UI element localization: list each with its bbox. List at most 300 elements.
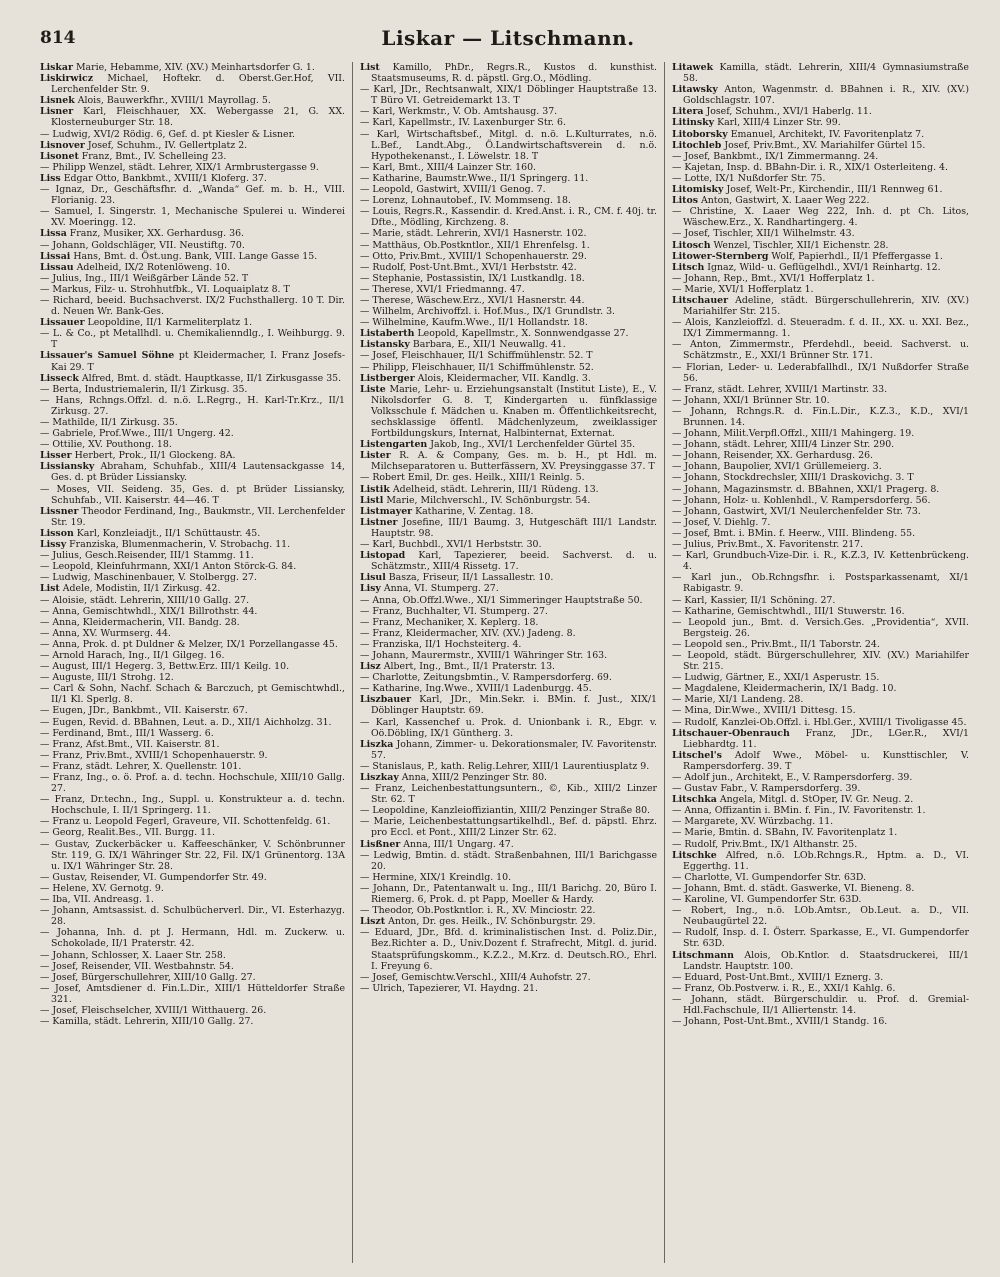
directory-entry [672, 273, 969, 284]
directory-entry [672, 129, 969, 140]
entry-surname: Lissner [40, 505, 79, 517]
directory-entry [360, 117, 657, 128]
directory-entry [672, 983, 969, 994]
entry-details: — Karl jun., Ob.Rchngsfhr. i. Postsparkassenamt, XI/1 Rabigastr. 9. [672, 572, 969, 595]
directory-entry [672, 84, 969, 106]
entry-details: — Johanna, Inh. d. pt J. Hermann, Hdl. m. Zuckerw. u. Schokolade, II/1 Praterstr. 42. [40, 927, 345, 950]
entry-details: — Johann, Amtsassist. d. Schulbücherverl. Dir., VI. Esterhazyg. 28. [40, 905, 345, 928]
directory-entry [360, 240, 657, 251]
directory-entry [672, 162, 969, 173]
entry-details: Franz, Musiker, XX. Gerhardusg. 36. [69, 228, 245, 240]
entry-details: — Franz, Priv.Bmt., XVIII/1 Schopenhauerstr. 9. [40, 749, 268, 761]
directory-entry [40, 750, 345, 761]
directory-entry [672, 905, 969, 927]
directory-entry [360, 639, 657, 650]
directory-entry [360, 572, 657, 583]
entry-details: — Franz u. Leopold Fegerl, Graveure, VII. Schottenfeldg. 61. [40, 816, 331, 828]
entry-details: Jakob, Ing., XVI/1 Lerchenfelder Gürtel 35. [430, 439, 636, 451]
entry-details: — Karl, Bmt., XIII/4 Lainzer Str. 160. [360, 161, 537, 173]
entry-details: Alois, Bauwerkfhr., XVIII/1 Mayrollag. 5. [77, 95, 271, 107]
entry-details: — Lotte, IX/1 Nußdorfer Str. 75. [672, 172, 826, 184]
directory-entry [672, 106, 969, 117]
directory-entry [40, 872, 345, 883]
directory-entry [360, 839, 657, 850]
directory-entry [360, 883, 657, 905]
entry-details: — Auguste, III/1 Strohg. 12. [40, 672, 174, 684]
entry-details: Adele, Modistin, II/1 Zirkusg. 42. [62, 583, 221, 595]
directory-entry [360, 517, 657, 539]
entry-details: — Johann, Magazinsmstr. d. BBahnen, XXI/1 Pragerg. 8. [672, 483, 940, 495]
entry-details: Marie, Milchverschl., IV. Schönburgstr. 54. [386, 494, 591, 506]
directory-entry [672, 339, 969, 361]
directory-entry [672, 705, 969, 716]
entry-details: Hans, Bmt. d. Öst.ung. Bank, VIII. Lange Gasse 15. [73, 250, 318, 262]
entry-surname: Liszbauer [360, 694, 412, 706]
entry-surname: Litomisky [672, 184, 724, 196]
entry-details: — Johann, Maurermstr., XVIII/1 Währinger Str. 163. [360, 649, 608, 661]
directory-entry [360, 805, 657, 816]
directory-entry [360, 650, 657, 661]
directory-entry [672, 683, 969, 694]
entry-surname: Listl [360, 494, 384, 506]
directory-entry [360, 84, 657, 106]
entry-details: — Florian, Leder- u. Lederabfallhdl., IX/1 Nußdorfer Straße 56. [672, 361, 969, 384]
entry-details: — Eduard, JDr., Bfd. d. kriminalistischen Inst. d. Poliz.Dir., Bez.Richter a. D., Univ.Dozent f. Strafrecht, Mitgl. d. jurid. Staatsprüfungskomm., K.Z.2., M.Krz. d. Deutsch.RO., Ehrl. I. Freyung 6. [360, 927, 657, 972]
entry-surname: Litower-Sternberg [672, 250, 769, 262]
directory-entry [40, 705, 345, 716]
entry-surname: Lissai [40, 250, 71, 262]
directory-entry [672, 872, 969, 883]
directory-entry [40, 350, 345, 372]
entry-surname: Lister [360, 450, 391, 462]
directory-entry [40, 1005, 345, 1016]
entry-details: — Richard, beeid. Buchsachverst. IX/2 Fuchsthallerg. 10 T. Dir. d. Neuen Wr. Bank-Ges. [40, 294, 345, 318]
entry-surname: Lisßner [360, 838, 401, 850]
entry-details: — Robert Emil, Dr. ges. Heilk., XIII/1 Reinlg. 5. [360, 472, 585, 484]
entry-surname: Listaberth [360, 328, 415, 340]
directory-entry [40, 62, 345, 73]
directory-entry [40, 428, 345, 439]
entry-details: — Marie, städt. Lehrerin, XVI/1 Hasnerstr. 102. [360, 228, 587, 240]
entry-details: — Gustav Fabr., V. Rampersdorferg. 39. [672, 783, 861, 795]
directory-entry [40, 550, 345, 561]
entry-surname: Liszkay [360, 772, 399, 783]
entry-details: — Katharine, Ing.Wwe., XVIII/1 Ladenburgg. 45. [360, 683, 592, 695]
entry-details: Anton, Gastwirt, X. Laaer Weg 222. [701, 195, 870, 207]
entry-surname: List [40, 583, 60, 595]
entry-details: — Charlotte, Zeitungsbmtin., V. Rampersdorferg. 69. [360, 672, 612, 684]
entry-details: — Wilhelmine, Kaufm.Wwe., II/1 Hollandstr. 18. [360, 317, 588, 329]
entry-details: Johann, Zimmer- u. Dekorationsmaler, IV. Favoritenstr. 57. [371, 738, 657, 761]
directory-entry [40, 661, 345, 672]
directory-entry [40, 961, 345, 972]
entry-details: — Franz, Buchhalter, VI. Stumperg. 27. [360, 605, 548, 617]
directory-entry [672, 140, 969, 151]
entry-details: — Charlotte, VI. Gumpendorfer Str. 63D. [672, 871, 867, 883]
entry-details: Wolf, Papierhdl., II/1 Pfeffergasse 1. [771, 250, 943, 262]
directory-column-2 [352, 62, 664, 1263]
directory-entry [672, 206, 969, 228]
entry-details: Theodor Ferdinand, Ing., Baukmstr., VII. Lerchenfelder Str. 19. [51, 505, 345, 528]
entry-details: — Louis, Regrs.R., Kassendir. d. Kred.Anst. i. R., CM. f. 40j. tr. Dfte., Mödling, Kirchzeng. 8. [360, 206, 657, 229]
directory-entry [360, 273, 657, 284]
entry-details: — Johann, Post-Unt.Bmt., XVIII/1 Standg. 16. [672, 1016, 888, 1028]
entry-details: — Johann, Stockdrechsler, XIII/1 Draskovichg. 3. T [672, 472, 914, 484]
directory-entry [672, 950, 969, 972]
directory-entry [40, 672, 345, 683]
directory-entry [360, 184, 657, 195]
entry-details: — Franz, Kleidermacher, XIV. (XV.) Jadeng. 8. [360, 627, 576, 639]
entry-surname: Litera [672, 106, 704, 118]
entry-details: — Karl, Kassenchef u. Prok. d. Unionbank i. R., Ebgr. v. Oö.Döbling, IX/1 Güntherg. 3. [360, 716, 657, 739]
directory-entry [40, 228, 345, 239]
entry-details: — Helene, XV. Gernotg. 9. [40, 882, 164, 894]
directory-entry [360, 129, 657, 162]
entry-details: — Samuel, I. Singerstr. 1, Mechanische Spulerei u. Winderei XV. Moeringg. 12. [40, 206, 345, 229]
entry-surname: Litschka [672, 794, 717, 806]
directory-entry [40, 650, 345, 661]
entry-details: — Johann, XXI/1 Brünner Str. 10. [672, 394, 830, 406]
directory-entry [672, 284, 969, 295]
entry-surname: Liszka [360, 738, 394, 750]
directory-entry [40, 262, 345, 273]
directory-entry [40, 484, 345, 506]
directory-entry [360, 694, 657, 716]
entry-details: Alois, Ob.Kntlor. d. Staatsdruckerei, III/1 Landstr. Hauptstr. 100. [683, 949, 970, 972]
directory-entry [360, 284, 657, 295]
entry-details: — Hans, Rchngs.Offzl. d. n.ö. L.Regrg., H. Karl-Tr.Krz., II/1 Zirkusg. 27. [40, 394, 345, 417]
page-header [40, 24, 976, 54]
entry-details: Basza, Friseur, II/1 Lassallestr. 10. [388, 572, 554, 584]
entry-surname: Litschel's [672, 749, 722, 761]
directory-entry [360, 761, 657, 772]
entry-details: pt Kleidermacher, I. Franz Josefs-Kai 29. T [51, 350, 345, 373]
entry-surname: Lisul [360, 572, 386, 584]
directory-entry [360, 384, 657, 439]
entry-details: — Gustav, Reisender, VI. Gumpendorfer Str. 49. [40, 871, 267, 883]
entry-details: — Johann, Rep., Bmt., XVI/1 Hofferplatz 1. [672, 272, 875, 284]
directory-entry [672, 894, 969, 905]
entry-details: — Aloisie, städt. Lehrerin, XIII/10 Gallg. 27. [40, 594, 250, 606]
entry-details: Adolf Wwe., Möbel- u. Kunsttischler, V. Rampersdorferg. 39. T [683, 749, 969, 772]
entry-details: Edgar Otto, Bankbmt., XVIII/1 Kloferg. 37. [63, 172, 267, 184]
entry-surname: Lissau [40, 261, 74, 273]
entry-details: — Josef, V. Diehlg. 7. [672, 516, 771, 528]
entry-details: Anton, Wagenmstr. d. BBahnen i. R., XIV. (XV.) Goldschlagstr. 107. [683, 84, 969, 107]
entry-details: — Anna, Gemischtwhdl., XIX/1 Billrothstr. 44. [40, 605, 258, 617]
entry-details: Josef, Welt-Pr., Kirchendir., III/1 Rennweg 61. [726, 184, 943, 196]
directory-entry [360, 506, 657, 517]
entry-details: — Moses, VII. Seideng. 35, Ges. d. pt Brüder Lissiansky, Schuhfab., VII. Kaiserstr. 44—46. T [40, 483, 345, 506]
directory-entry [40, 617, 345, 628]
directory-entry [40, 894, 345, 905]
directory-entry [672, 883, 969, 894]
directory-entry [672, 550, 969, 572]
entry-surname: Litsch [672, 261, 705, 273]
directory-entry [672, 184, 969, 195]
entry-surname: Lisner [40, 106, 74, 118]
entry-details: Josefine, III/1 Baumg. 3, Hutgeschäft III/1 Landstr. Hauptstr. 98. [371, 516, 657, 539]
directory-entry [672, 827, 969, 838]
entry-details: — Josef, Bankbmt., IX/1 Zimmermanng. 24. [672, 150, 879, 162]
entry-details: — Magdalene, Kleidermacherin, IX/1 Badg. 10. [672, 683, 897, 695]
entry-surname: Litochleb [672, 139, 722, 151]
directory-entry [40, 927, 345, 949]
directory-entry [672, 240, 969, 251]
directory-entry [40, 839, 345, 872]
directory-entry [672, 606, 969, 617]
directory-entry [40, 284, 345, 295]
directory-entry [40, 905, 345, 927]
entry-details: Josef, Schuhm., IV. Gellertplatz 2. [87, 139, 248, 151]
entry-details: — Philipp Wenzel, städt. Lehrer, XIX/1 Armbrustergasse 9. [40, 161, 319, 173]
directory-entry [360, 62, 657, 84]
directory-entry [672, 395, 969, 406]
entry-details: — Franz, Ing., o. ö. Prof. a. d. techn. Hochschule, XIII/10 Gallg. 27. [40, 772, 345, 795]
directory-entry [40, 1016, 345, 1027]
directory-entry [40, 95, 345, 106]
entry-details: — Therese, XVI/1 Friedmanng. 47. [360, 283, 525, 295]
directory-entry [40, 772, 345, 794]
directory-entry [360, 783, 657, 805]
entry-details: — Leopoldine, Kanzleioffiziantin, XIII/2 Penzinger Straße 80. [360, 805, 651, 817]
directory-entry [672, 794, 969, 805]
entry-details: Adelheid, städt. Lehrerin, III/1 Rüdeng. 13. [392, 483, 599, 495]
entry-details: — Josef, Fleischselcher, XVIII/1 Witthauerg. 26. [40, 1004, 267, 1016]
entry-details: — Mathilde, II/1 Zirkusg. 35. [40, 417, 178, 428]
directory-entry [40, 794, 345, 816]
entry-details: Franz, Bmt., IV. Schelleing 23. [81, 150, 227, 162]
entry-details: — Therese, Wäschew.Erz., XVI/1 Hasnerstr. 44. [360, 294, 585, 306]
entry-details: Barbara, E., XII/1 Neuwallg. 41. [412, 339, 566, 351]
directory-entry [360, 672, 657, 683]
entry-surname: List [360, 62, 380, 73]
entry-surname: Listmayer [360, 505, 413, 517]
entry-details: — Karl, Buchbdl., XVI/1 Herbststr. 30. [360, 539, 542, 551]
directory-entry [40, 273, 345, 284]
entry-details: — Rudolf, Insp. d. I. Österr. Sparkasse, E., VI. Gumpendorfer Str. 63D. [672, 927, 969, 950]
entry-details: — Franz, Ob.Postverw. i. R., E., XXI/1 Kahlg. 6. [672, 982, 896, 994]
entry-surname: Lisonet [40, 150, 79, 162]
entry-surname: Liste [360, 383, 386, 395]
entry-details: Katharine, V. Zentag. 18. [415, 505, 534, 517]
entry-details: — Otto, Priv.Bmt., XVIII/1 Schopenhauerstr. 29. [360, 250, 587, 262]
entry-details: — Josef, Bürgerschullehrer, XIII/10 Gallg. 27. [40, 971, 256, 983]
entry-details: Anton, Dr. ges. Heilk., IV. Schönburgstr. 29. [388, 916, 596, 928]
directory-entry [360, 350, 657, 361]
entry-details: — Johann, Bmt. d. städt. Gaswerke, VI. Bieneng. 8. [672, 882, 915, 894]
directory-entry [360, 295, 657, 306]
entry-details: Josef, Schuhm., XVI/1 Haberlg. 11. [706, 106, 872, 118]
directory-entry [360, 872, 657, 883]
entry-details: — Franz, städt. Lehrer, XVIII/1 Martinstr. 33. [672, 383, 888, 395]
directory-entry [40, 295, 345, 317]
entry-details: Karl, XIII/4 Linzer Str. 99. [717, 117, 841, 129]
entry-details: — Eugen, JDr., Bankbmt., VII. Kaiserstr. 67. [40, 705, 248, 717]
directory-entry [40, 972, 345, 983]
entry-surname: Litschke [672, 849, 717, 861]
entry-details: Abraham, Schuhfab., XIII/4 Lautensackgasse 14, Ges. d. pt Brüder Lissiansky. [51, 461, 346, 484]
directory-entry [360, 472, 657, 483]
entry-details: — Karl, Kassier, II/1 Schöning. 27. [672, 594, 836, 606]
entry-details: — Johann, Holz- u. Kohlenhdl., V. Rampersdorferg. 56. [672, 494, 931, 506]
directory-entry [360, 628, 657, 639]
entry-details: — Gustav, Zuckerbäcker u. Kaffeeschänker, V. Schönbrunner Str. 119, G. IX/1 Währinger Str. 22, Fil. IX/1 Grünentorg. 13A u. IX/1 Währinger Str. 28. [40, 838, 345, 872]
entry-surname: Litawek [672, 62, 714, 73]
directory-entry [40, 595, 345, 606]
entry-details: — Johann, Reisender, XX. Gerhardusg. 26. [672, 450, 874, 462]
directory-entry [40, 162, 345, 173]
entry-details: — Georg, Realit.Bes., VII. Burgg. 11. [40, 827, 216, 839]
entry-surname: Litschmann [672, 949, 734, 961]
entry-details: — Markus, Filz- u. Strohhutfbk., VI. Loquaiplatz 8. T [40, 283, 290, 295]
directory-entry [672, 750, 969, 772]
entry-details: — Anna, XV. Wurmserg. 44. [40, 627, 171, 639]
entry-details: — Johann, Goldschläger, VII. Neustiftg. 70. [40, 239, 245, 251]
directory-entry [40, 140, 345, 151]
entry-details: Anna, III/1 Ungarg. 47. [403, 838, 514, 850]
directory-entry [40, 373, 345, 384]
directory-entry [672, 173, 969, 184]
entry-details: — Leopold, Kleinfuhrmann, XXI/1 Anton Störck-G. 84. [40, 561, 297, 573]
directory-entry [40, 761, 345, 772]
directory-entry [40, 173, 345, 184]
directory-entry [360, 550, 657, 572]
entry-details: — Johann, Baupolier, XVI/1 Grüllemeierg. 3. [672, 461, 882, 473]
entry-details: Marie, Hebamme, XIV. (XV.) Meinhartsdorfer G. 1. [75, 62, 315, 73]
entry-details: Emanuel, Architekt, IV. Favoritenplatz 7. [730, 128, 925, 140]
entry-surname: Lisson [40, 527, 74, 539]
directory-entry [360, 173, 657, 184]
directory-entry [40, 683, 345, 705]
entry-details: Anna, XIII/2 Penzinger Str. 80. [401, 772, 548, 783]
running-head: Liskar — Litschmann. [381, 26, 635, 50]
entry-details: — Rudolf, Priv.Bmt., IX/1 Althanstr. 25. [672, 838, 858, 850]
directory-entry [672, 694, 969, 705]
entry-details: — Kajetan, Insp. d. BBahn-Dir. i. R., XIX/1 Osterleiteng. 4. [672, 161, 948, 173]
directory-entry [40, 184, 345, 206]
entry-details: — August, III/1 Hegerg. 3, Bettw.Erz. III/1 Keilg. 10. [40, 661, 290, 673]
entry-surname: Liskirwicz [40, 73, 94, 85]
entry-details: — Robert, Ing., n.ö. LOb.Amtsr., Ob.Leut. a. D., VII. Neubaugürtel 22. [672, 905, 969, 928]
entry-surname: Litos [672, 195, 699, 207]
entry-details: — Franz, Dr.techn., Ing., Suppl. u. Konstrukteur a. d. techn. Hochschule, I. II/1 Springerg. 11. [40, 794, 345, 817]
directory-entry [360, 927, 657, 971]
directory-entry [40, 628, 345, 639]
entry-details: — Rudolf, Post-Unt.Bmt., XVI/1 Herbststr. 42. [360, 261, 577, 273]
entry-surname: Litschauer-Obenrauch [672, 727, 790, 739]
entry-details: — Franziska, II/1 Hochsteiterg. 4. [360, 638, 522, 650]
entry-details: — Alois, Kanzleioffzl. d. Steueradm. f. d. II., XX. u. XXI. Bez., IX/1 Zimmermanng. 1. [672, 317, 969, 340]
entry-details: — Stanislaus, P., kath. Relig.Lehrer, XIII/1 Laurentiusplatz 9. [360, 760, 650, 772]
entry-details: — Marie, Leichenbestattungsartikelhdl., Bef. d. päpstl. Ehrz. pro Eccl. et Pont., XIII/2 Linzer Str. 62. [360, 816, 657, 839]
entry-surname: Liszt [360, 916, 386, 928]
directory-entry [40, 328, 345, 350]
directory-entry [672, 816, 969, 827]
directory-entry [672, 528, 969, 539]
directory-entry [360, 195, 657, 206]
entry-surname: Liss [40, 172, 61, 184]
entry-details: — Anna, Kleidermacherin, VII. Bandg. 28. [40, 616, 240, 628]
directory-entry [672, 850, 969, 872]
entry-details: — Ferdinand, Bmt., III/1 Wasserg. 6. [40, 727, 214, 739]
entry-surname: Litschauer [672, 294, 729, 306]
entry-surname: Litoborsky [672, 128, 728, 140]
entry-details: Marie, Lehr- u. Erziehungsanstalt (Institut Liste), E., V. Nikolsdorfer G. 8. T, Kindergarten u. fünfklassige Volksschule f. Mädchen u. Knaben m. Öffentlichkeitsrecht, sechsklassige öffentl. Mädchenlyzeum, zweiklassiger Fortbildungskurs, Internat, Halbinternat, Externat. [371, 383, 657, 440]
entry-details: — Anna, Ob.Offzl.Wwe., XI/1 Simmeringer Hauptstraße 50. [360, 594, 643, 606]
entry-details: Adeline, städt. Bürgerschullehrerin, XIV. (XV.) Mariahilfer Str. 215. [683, 294, 969, 318]
directory-entry [672, 639, 969, 650]
directory-entry [360, 339, 657, 350]
directory-entry [360, 916, 657, 927]
directory-entry [672, 384, 969, 395]
directory-entry [672, 772, 969, 783]
directory-entry [672, 362, 969, 384]
directory-entry [360, 983, 657, 994]
directory-entry [40, 728, 345, 739]
page-number: 814 [40, 28, 76, 48]
entry-details: — Josef, Gemischtw.Verschl., XIII/4 Auhofstr. 27. [360, 971, 591, 983]
directory-entry [672, 539, 969, 550]
entry-details: — Matthäus, Ob.Postkntlor., XII/1 Ehrenfelsg. 1. [360, 239, 590, 251]
entry-surname: Lissauer [40, 317, 85, 329]
directory-entry [672, 472, 969, 483]
directory-entry [672, 428, 969, 439]
entry-surname: Liskar [40, 62, 73, 73]
directory-entry [40, 583, 345, 594]
directory-entry [360, 905, 657, 916]
directory-entry [672, 572, 969, 594]
entry-details: — Anna, Prok. d. pt Duldner & Melzer, IX/1 Porzellangasse 45. [40, 638, 338, 650]
entry-details: — Christine, X. Laaer Weg 222, Inh. d. pt Ch. Litos, Wäschew.Erz., X. Randhartingerg. 4. [672, 206, 969, 229]
entry-details: — Eugen, Revid. d. BBahnen, Leut. a. D., XII/1 Aichholzg. 31. [40, 716, 332, 728]
directory-entry [672, 994, 969, 1016]
entry-details: — Rudolf, Kanzlei-Ob.Offzl. i. Hbl.Ger., XVIII/1 Tivoligasse 45. [672, 716, 967, 728]
entry-details: — Theodor, Ob.Postkntlor. i. R., XV. Minciostr. 22. [360, 905, 596, 917]
directory-entry [672, 450, 969, 461]
entry-details: — Marie, Bmtin. d. SBahn, IV. Favoritenplatz 1. [672, 827, 898, 839]
entry-details: Wenzel, Tischler, XII/1 Eichenstr. 28. [713, 239, 889, 251]
entry-details: — Ulrich, Tapezierer, VI. Haydng. 21. [360, 982, 538, 994]
entry-details: — Carl & Sohn, Nachf. Schach & Barczuch, pt Gemischtwhdl., II/1 Kl. Sperlg. 8. [40, 683, 345, 706]
directory-entry [360, 328, 657, 339]
directory-entry [40, 506, 345, 528]
directory-entry [672, 439, 969, 450]
entry-details: Adelheid, IX/2 Rotenlöweng. 10. [76, 261, 231, 273]
directory-entry [360, 583, 657, 594]
entry-details: — Franz, Afst.Bmt., VII. Kaiserstr. 81. [40, 738, 220, 750]
directory-entry [360, 661, 657, 672]
entry-details: — Johann, städt. Lehrer, XIII/4 Linzer Str. 290. [672, 439, 895, 451]
entry-details: — Stephanie, Postassistin, IX/1 Lustkandlg. 18. [360, 272, 585, 284]
entry-details: Kamilla, städt. Lehrerin, XIII/4 Gymnasiumstraße 58. [683, 62, 969, 85]
directory-entry [360, 306, 657, 317]
directory-entry [360, 606, 657, 617]
directory-entry [672, 151, 969, 162]
entry-details: Josef, Priv.Bmt., XV. Mariahilfer Gürtel 15. [724, 139, 926, 151]
entry-details: — Julius, Priv.Bmt., X. Favoritenstr. 217. [672, 539, 864, 551]
entry-details: — Philipp, Fleischhauer, II/1 Schiffmühlenstr. 52. [360, 361, 594, 373]
directory-entry [672, 783, 969, 794]
directory-entry [40, 384, 345, 395]
entry-surname: Lissa [40, 228, 67, 240]
directory-column-3 [664, 62, 976, 1263]
entry-details: — Johann, Rchngs.R. d. Fin.L.Dir., K.Z.3., K.D., XVI/1 Brunnen. 14. [672, 405, 969, 428]
entry-details: Karl, Fleischhauer, XX. Webergasse 21, G. XX. Klosterneuburger Str. 18. [51, 106, 345, 129]
directory-entry [360, 106, 657, 117]
directory-entry [360, 439, 657, 450]
entry-details: Alfred, n.ö. LOb.Rchngs.R., Hptm. a. D., VI. Eggerthg. 11. [683, 849, 969, 872]
